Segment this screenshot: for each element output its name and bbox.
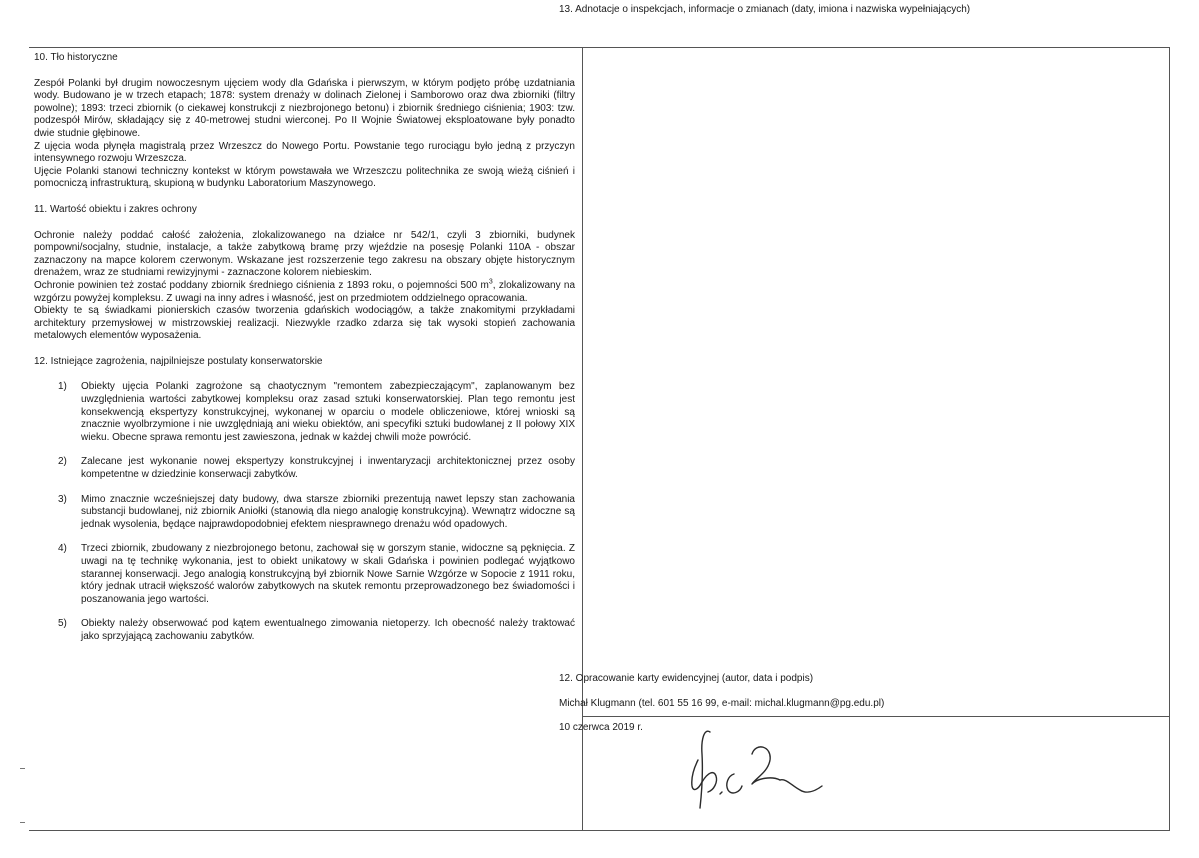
section-10-paragraph: Z ujęcia woda płynęła magistralą przez Wrzeszcz do Nowego Portu. Powstanie tego rurociągu było jedną z przyczyn intensywnego rozwoju Wrzeszcza. xyxy=(34,140,575,165)
section-13-title: 13. Adnotacje o inspekcjach, informacje o zmianach (daty, imiona i nazwiska wypełniających) xyxy=(559,4,971,15)
section-10-title: 10. Tło historyczne xyxy=(34,52,118,63)
author-contact: Michał Klugmann (tel. 601 55 16 99, e-mail: michal.klugmann@pg.edu.pl) xyxy=(559,697,885,709)
threats-list xyxy=(34,381,575,643)
section-10-paragraph: Zespół Polanki był drugim nowoczesnym ujęciem wody dla Gdańska i pierwszym, w którym podjęto próbę uzdatniania wody. Budowano je w trzech etapach; 1878: system drenaży w dolinach Zielonej i Samborowo oraz dwa zbiorniki (filtry powolne); 1893: trzeci zbiornik (o ciekawej konstrukcji z niezbrojonego betonu) i zbiornik średniego ciśnienia; 1903: tzw. podzespół Mirów, składający się z 40-metrowej studni wierconej. Po II Wojnie Światowej eksploatowane były ponadto dwie studnie głębinowe. xyxy=(34,77,575,139)
signature-date: 10 czerwca 2019 r. xyxy=(559,722,643,734)
margin-mark xyxy=(20,768,25,769)
section-12-title: 12. Istniejące zagrożenia, najpilniejsze postulaty konserwatorskie xyxy=(34,355,323,367)
list-item: 1) Obiekty ujęcia Polanki zagrożone są chaotycznym "remontem zabezpieczającym", zaplanowanym bez uwzględnienia wartości zabytkowej kompleksu oraz zasad sztuki konserwatorskiej. Plan tego remontu jest konsekwencją ekspertyzy konstrukcyjnej, wykonanej w oparciu o modele obliczeniowe, której wnioski są znacznie wyolbrzymione i nie uwzględniają ani wieku obiektów, ani specyfiki sztuki budowlanej z II połowy XIX wieku. Obecne sprawa remontu jest zawieszona, jednak w każdej chwili może powrócić. xyxy=(58,381,575,443)
section-11-title: 11. Wartość obiektu i zakres ochrony xyxy=(34,203,197,215)
list-item: 4) Trzeci zbiornik, zbudowany z niezbrojonego betonu, zachował się w gorszym stanie, widoczne są pęknięcia. Z uwagi na tę technikę wykonania, jest to obiekt unikatowy w skali Gdańska i powinien podlegać wyjątkowo starannej konserwacji. Jego analogią konstrukcyjną był zbiornik Nowe Sarnie Wzgórze w Sopocie z 1911 roku, który jednak utracił większość walorów zabytkowych na skutek remontu przeprowadzonego bez świadomości i poszanowania jego wartości. xyxy=(58,543,575,605)
section-11-paragraph: Obiekty te są świadkami pionierskich czasów tworzenia gdańskich wodociągów, a także znakomitymi przykładami architektury przemysłowej w mistrzowskiej realizacji. Niezwykle rzadko zdarza się tak wysoki stopień zachowania metalowych elementów wyposażenia. xyxy=(34,305,575,342)
section-10-paragraph: Ujęcie Polanki stanowi techniczny kontekst w którym powstawała we Wrzeszczu politechnika ze swoją wieżą ciśnień i pomocniczą infrastrukturą, skupioną w budynku Laboratorium Maszynowego. xyxy=(34,165,575,190)
margin-mark xyxy=(20,822,25,823)
left-column xyxy=(34,52,575,656)
list-item: 5) Obiekty należy obserwować pod kątem ewentualnego zimowania nietoperzy. Ich obecność należy traktować jako sprzyjającą zachowaniu zabytków. xyxy=(58,618,575,642)
list-item: 2) Zalecane jest wykonanie nowej ekspertyzy konstrukcyjnej i inwentaryzacji architektonicznej przez osoby kompetentne w dziedzinie konserwacji zabytków. xyxy=(58,456,575,481)
section-11-paragraph: Ochronie należy poddać całość założenia, zlokalizowanego na działce nr 542/1, czyli 3 zbiorniki, budynek pompowni/socjalny, studnie, instalacje, a także zabytkową bramę przy wjeździe na posesję Polanki 110A - obszar zaznaczony na mapce kolorem czerwonym. Wskazane jest rozszerzenie tego zakresu na obszary objęte historycznym drenażem, wraz ze studniami rewizyjnymi - zaznaczone kolorem niebieskim. xyxy=(34,229,575,279)
handwritten-signature xyxy=(668,720,843,820)
list-item: 3) Mimo znacznie wcześniejszej daty budowy, dwa starsze zbiorniki prezentują nawet lepszy stan zachowania substancji budowlanej, niż zbiornik Aniołki (stanowią dla niego analogię konstrukcyjną). Wewnątrz widoczne są jednak wysolenia, będące najprawdopodobniej efektem niesprawnego drenażu wód opadowych. xyxy=(58,493,575,530)
authorship-block xyxy=(559,673,1129,735)
authorship-title: 12. Opracowanie karty ewidencyjnej (autor, data i podpis) xyxy=(559,673,814,684)
section-11-paragraph: Ochronie powinien też zostać poddany zbiornik średniego ciśnienia z 1893 roku, o pojemności 500 $m^3$, zlokalizowany na wzgórzu powyżej kompleksu. Z uwagi na inny adres i własność, jest on przedmiotem oddzielnego opracowania. xyxy=(34,278,576,304)
